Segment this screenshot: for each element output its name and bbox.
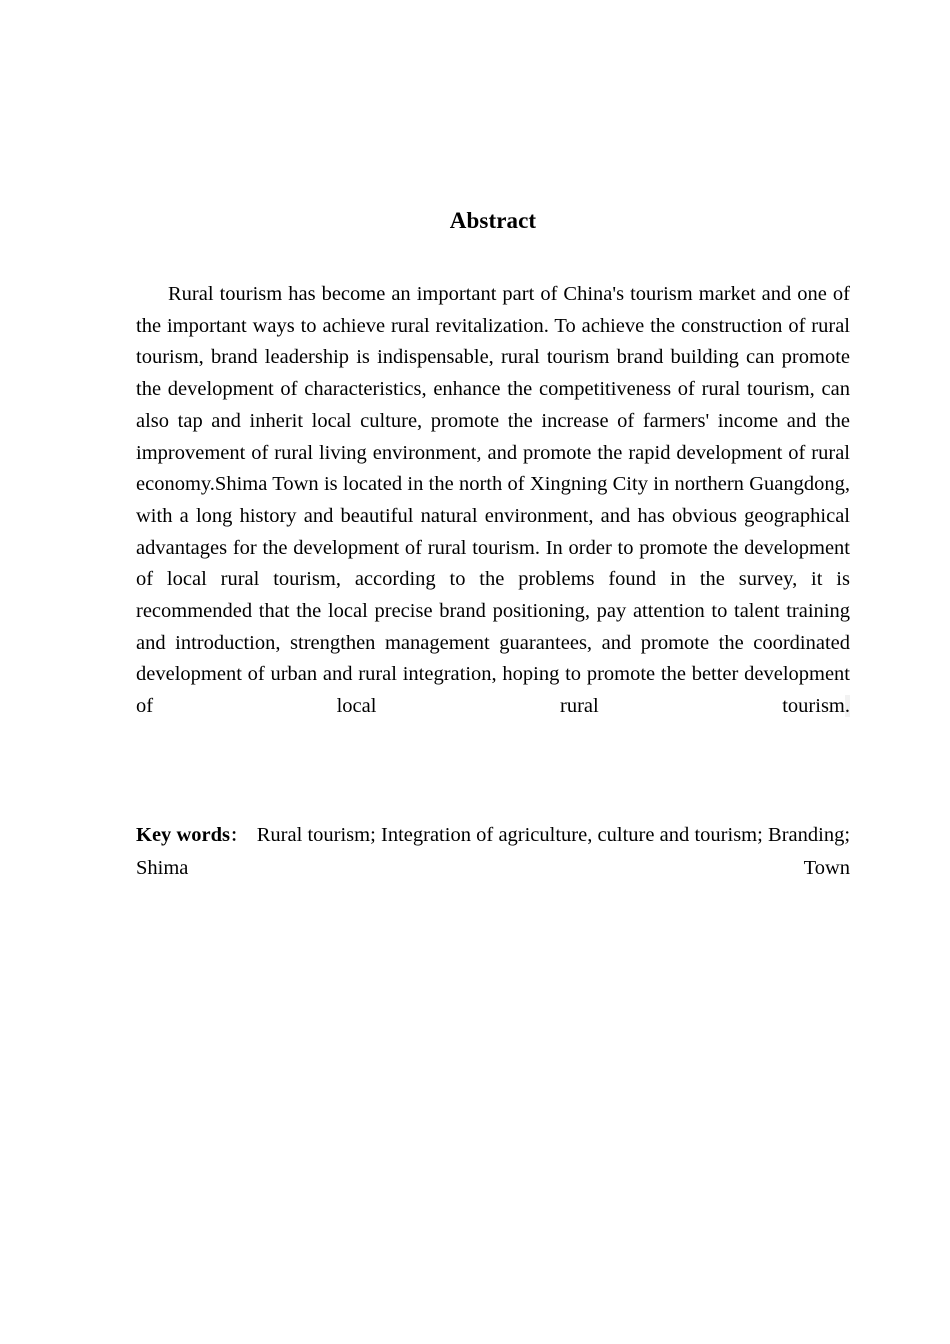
keywords-colon: ： xyxy=(230,826,248,846)
keywords-line xyxy=(136,820,850,916)
keywords-label: Key words xyxy=(136,824,231,846)
keywords-value: Rural tourism; Integration of agriculture, culture and tourism; Branding; Shima Town xyxy=(136,824,851,879)
abstract-paragraph xyxy=(136,279,850,755)
abstract-paragraph-text: Rural tourism has become an important part of China's tourism market and one of the important ways to achieve rural revitalization. To achieve the construction of rural tourism, brand leadership is indispensable, rural tourism brand building can promote the development of characteristics, enhance the competitiveness of rural tourism, can also tap and inherit local culture, promote the increase of farmers' income and the improvement of rural living environment, and promote the rapid development of rural economy.Shima Town is located in the north of Xingning City in northern Guangdong, with a long history and beautiful natural environment, and has obvious geographical advantages for the development of rural tourism. In order to promote the development of local rural tourism, according to the problems found in the survey, it is recommended that the local precise brand positioning, pay attention to talent training and introduction, strengthen management guarantees, and promote the coordinated development of urban and rural integration, hoping to promote the better development of local rural tourism xyxy=(136,283,850,718)
abstract-final-period: . xyxy=(844,695,850,718)
page-title: Abstract xyxy=(449,208,537,233)
